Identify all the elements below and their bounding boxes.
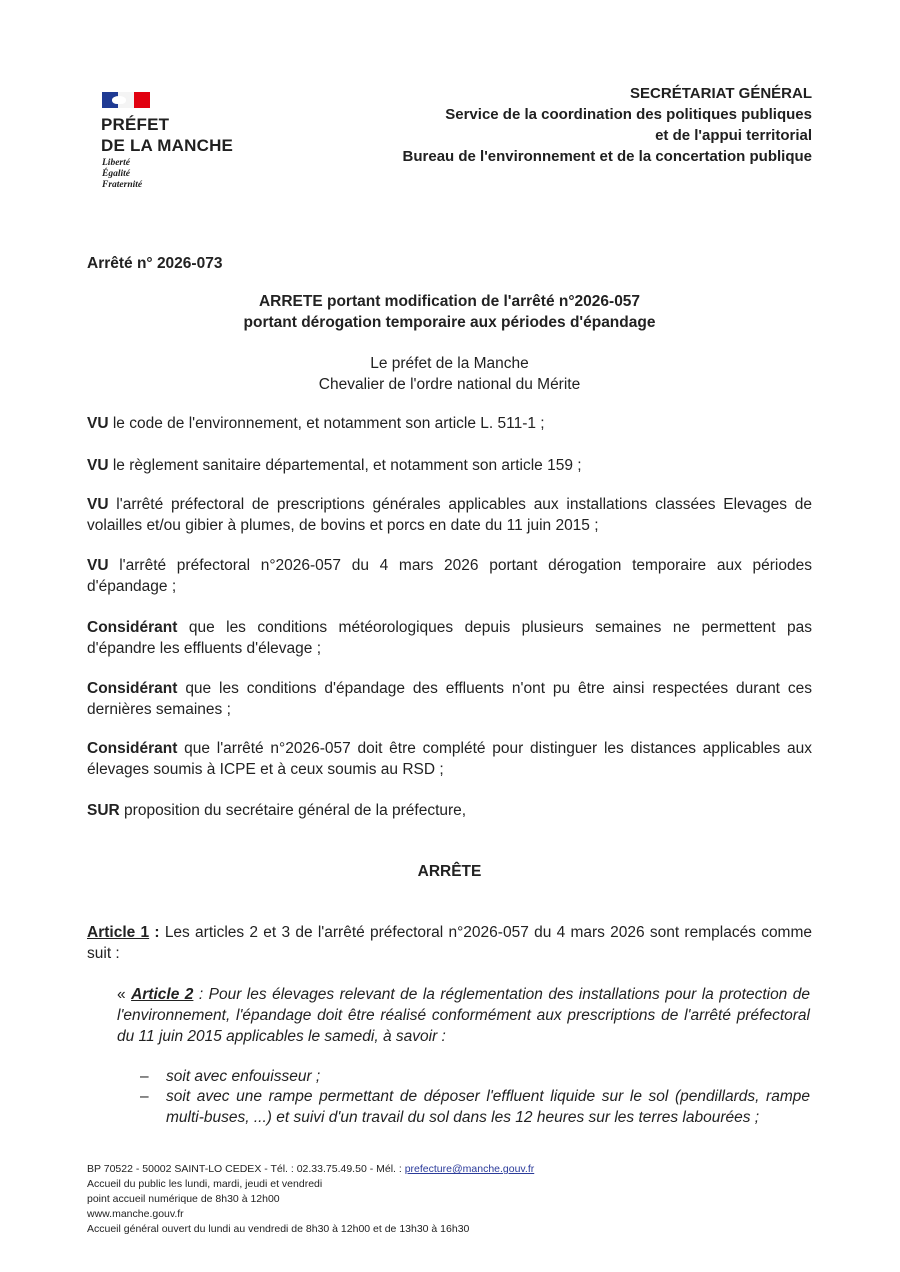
- footer-contact: [87, 1162, 534, 1237]
- decision-heading: ARRÊTE: [417, 863, 482, 880]
- flag-red-stripe: [134, 92, 150, 108]
- recital-text: le code de l'environnement, et notamment son article L. 511-1 ;: [108, 415, 545, 432]
- footer-address-line: [87, 1162, 534, 1177]
- motto-liberte: Liberté: [102, 158, 130, 168]
- recital-lead: VU: [87, 457, 109, 474]
- recital-lead: Considérant: [87, 619, 178, 636]
- republic-motto: [102, 158, 142, 191]
- recital-lead: VU: [87, 557, 109, 574]
- article-1-text: Les articles 2 et 3 de l'arrêté préfectoral n°2026-057 du 4 mars 2026 sont remplacés comme suit :: [87, 924, 813, 962]
- recital-considerant-conditions: [87, 678, 812, 720]
- motto-egalite: Égalité: [102, 169, 130, 179]
- article-1-label: Article 1: [87, 924, 150, 941]
- recital-lead: Considérant: [87, 740, 178, 757]
- service-line4: Bureau de l'environnement et de la concertation publique: [402, 148, 812, 165]
- service-line1: SECRÉTARIAT GÉNÉRAL: [630, 85, 812, 102]
- flag-white-stripe: [118, 92, 134, 108]
- recital-text: que les conditions météorologiques depuis plusieurs semaines ne permettent pas d'épandre les effluents d'élevage ;: [87, 619, 812, 657]
- decree-title-line1: ARRETE portant modification de l'arrêté n°2026-057: [258, 293, 641, 310]
- decree-title: [87, 291, 812, 333]
- footer-email-link[interactable]: prefecture@manche.gouv.fr: [404, 1163, 535, 1175]
- article-2-text: : Pour les élevages relevant de la réglementation des installations pour la protection de l'environnement, l'épandage doit être réalisé conformément aux prescriptions de l'arrêté préfectoral du 11 juin 2015 applicables le samedi, à savoir :: [117, 986, 811, 1045]
- dash-bullet: –: [140, 1068, 149, 1085]
- list-item: [140, 1066, 810, 1087]
- service-line2: Service de la coordination des politiques publiques: [445, 106, 812, 123]
- recital-lead: SUR: [87, 802, 120, 819]
- authority-line1: Le préfet de la Manche: [370, 355, 529, 372]
- decree-number: Arrêté n° 2026-073: [87, 255, 223, 272]
- open-quote: «: [117, 986, 132, 1003]
- footer-website: www.manche.gouv.fr: [87, 1208, 184, 1220]
- footer-line3: point accueil numérique de 8h30 à 12h00: [87, 1193, 280, 1205]
- recital-text: que les conditions d'épandage des effluents n'ont pu être ainsi respectées durant ces dernières semaines ;: [87, 680, 812, 718]
- prefecture-name-line1: PRÉFET: [101, 115, 170, 134]
- recital-vu-arrete-2015: [87, 494, 812, 536]
- recital-vu-code-environnement: [87, 413, 812, 434]
- recital-lead: VU: [87, 496, 109, 513]
- recital-text: proposition du secrétaire général de la préfecture,: [119, 802, 467, 819]
- recital-text: que l'arrêté n°2026-057 doit être complété pour distinguer les distances applicables aux élevages soumis à ICPE et à ceux soumis au RSD ;: [87, 740, 812, 778]
- bullet-text: soit avec une rampe permettant de déposer l'effluent liquide sur le sol (pendillards, rampe multi-buses, ...) et suivi d'un travail du sol dans les 12 heures sur les terres labourées ;: [166, 1088, 810, 1126]
- dash-bullet: –: [140, 1088, 149, 1105]
- authority-line2: Chevalier de l'ordre national du Mérite: [318, 376, 581, 393]
- recital-text: l'arrêté préfectoral de prescriptions générales applicables aux installations classées Elevages de volailles et/ou gibier à plumes, de bovins et porcs en date du 11 juin 2015 ;: [87, 496, 812, 534]
- article-1-separator: :: [149, 924, 165, 941]
- footer-line2: Accueil du public les lundi, mardi, jeudi et vendredi: [87, 1178, 323, 1190]
- recital-lead: Considérant: [87, 680, 178, 697]
- prefecture-name: [101, 114, 233, 156]
- footer-line5: Accueil général ouvert du lundi au vendredi de 8h30 à 12h00 et de 13h30 à 16h30: [87, 1223, 470, 1235]
- recital-text: le règlement sanitaire départemental, et notamment son article 159 ;: [108, 457, 582, 474]
- bullet-text: soit avec enfouisseur ;: [166, 1068, 321, 1085]
- recital-lead: VU: [87, 415, 109, 432]
- recital-vu-arrete-2026-057: [87, 555, 812, 597]
- recital-text: l'arrêté préfectoral n°2026-057 du 4 mars 2026 portant dérogation temporaire aux périodes d'épandage ;: [87, 557, 812, 595]
- article-2-label: Article 2: [131, 986, 194, 1003]
- article-1: [87, 922, 812, 964]
- issuing-authority: [87, 353, 812, 395]
- recital-considerant-distances: [87, 738, 812, 780]
- recital-vu-reglement-sanitaire: [87, 455, 812, 476]
- article-2: [117, 984, 810, 1047]
- recital-considerant-meteo: [87, 617, 812, 659]
- prefecture-name-line2: DE LA MANCHE: [101, 136, 234, 155]
- decree-title-line2: portant dérogation temporaire aux périodes d'épandage: [243, 314, 656, 331]
- motto-fraternite: Fraternité: [102, 180, 143, 190]
- list-item: [140, 1086, 810, 1128]
- footer-address: BP 70522 - 50002 SAINT-LO CEDEX - Tél. : 02.33.75.49.50 - Mél. :: [87, 1163, 405, 1175]
- service-line3: et de l'appui territorial: [655, 127, 812, 144]
- issuing-service: [403, 83, 812, 167]
- recital-sur-proposition: [87, 800, 812, 821]
- marianne-flag-icon: [102, 92, 150, 108]
